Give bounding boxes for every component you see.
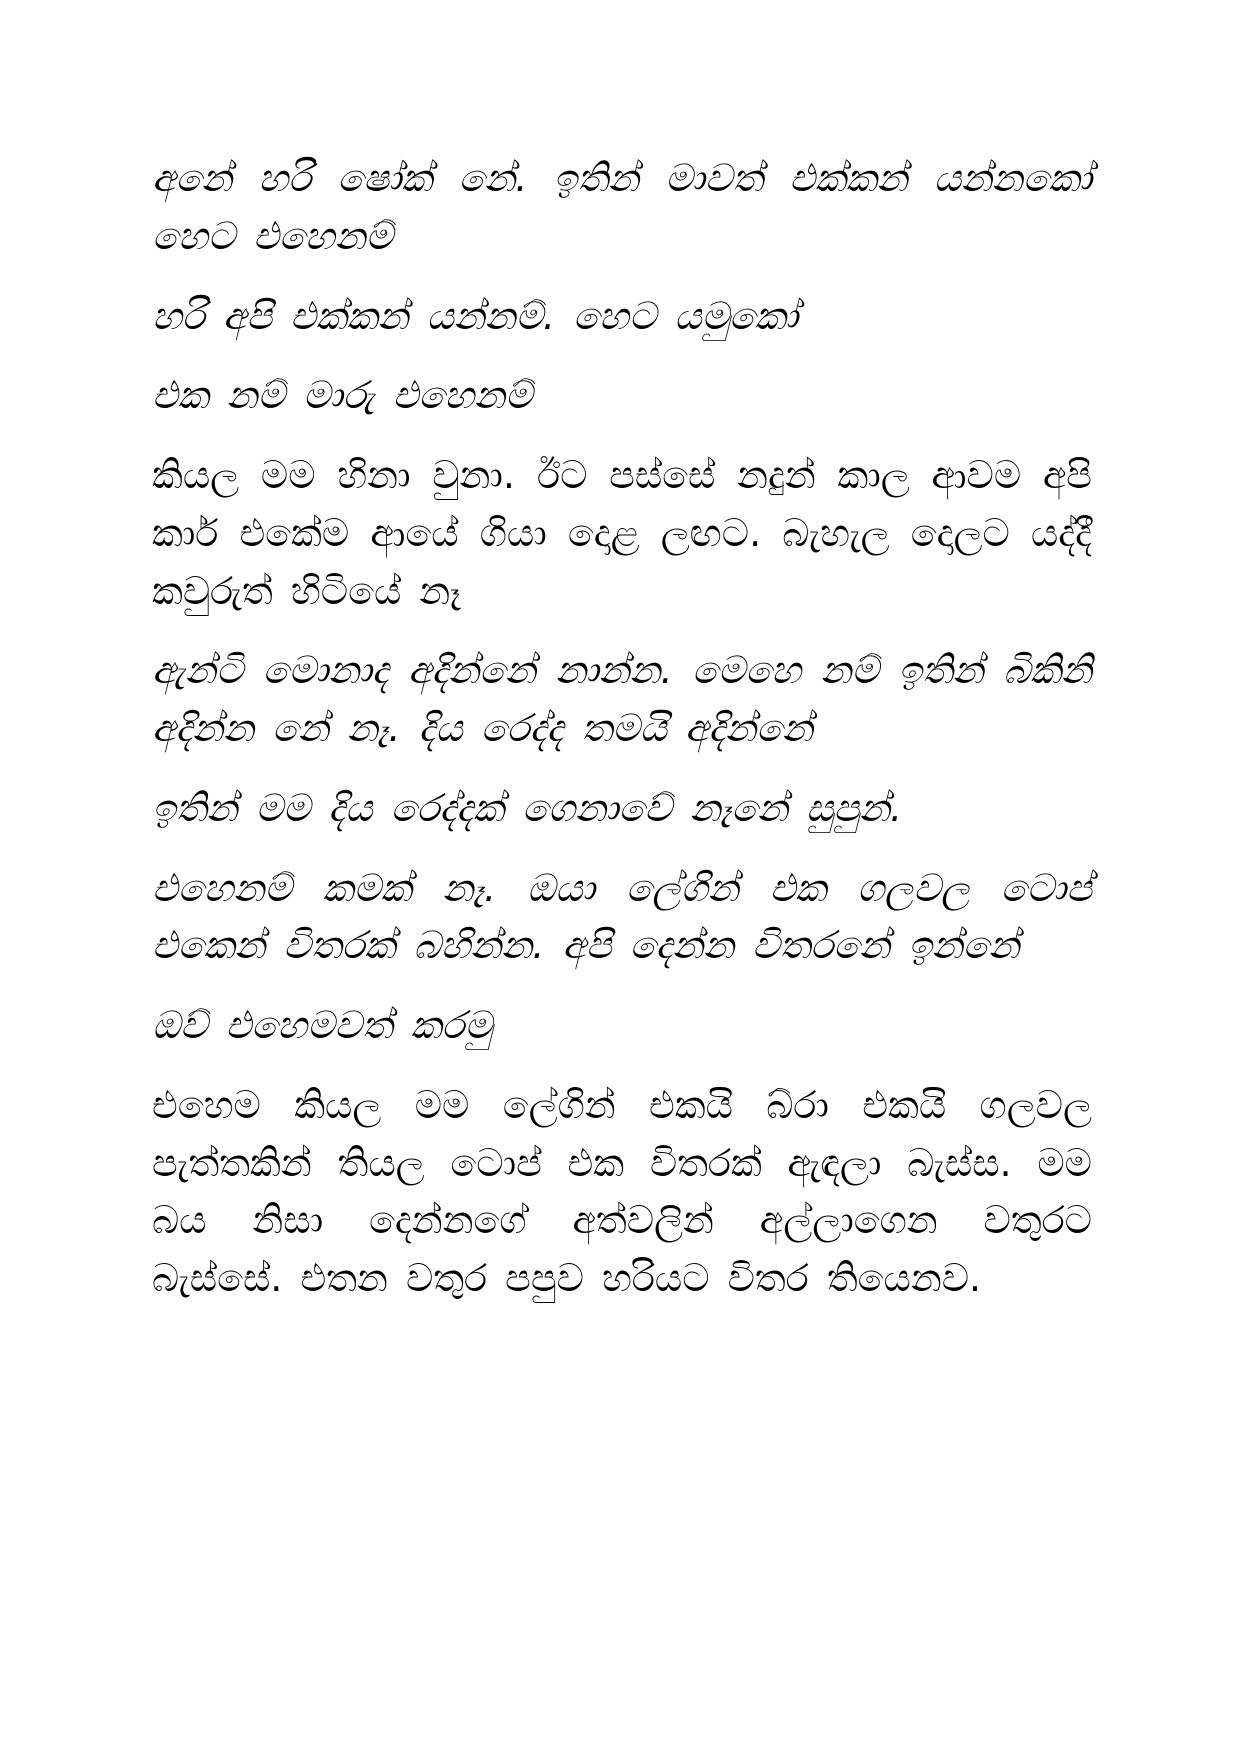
paragraph-6: ඉතින් මම දිය රෙද්දක් ගෙනාවේ නෑනේ සුපුන්. <box>152 785 903 830</box>
paragraph-2: හරි අපි එක්කන් යන්නම්. හෙට යමුකෝ <box>152 293 799 338</box>
paragraph-8: ඔව් එහෙමවත් කරමු <box>152 1003 492 1047</box>
paragraph-1: අනේ හරි ෂෝක් නේ. ඉතින් මාවත් එක්කන් යන්නකෝ හෙට එහෙනම් <box>152 156 1092 258</box>
document-page <box>152 150 1092 1330</box>
paragraph-3: එක නම් මාරු එහෙනම් <box>152 373 533 418</box>
paragraph-9: එහෙම කියල මම ලේගින් එකයි බ්රා එකයි ගලවල පැත්තකින් තියල ටොප් එක විතරක් ඇඳලා බැස්ස. මම බය නිසා දෙන්නගේ අත්වලින් අල්ලාගෙන වතුරට බැස්සේ. එතන වතුර පපුව හරියට විතර තියෙනව. <box>152 1082 1092 1300</box>
paragraph-7: එහෙනම් කමක් නෑ. ඔයා ලේගින් එක ගලවල ටොප් එකෙන් විතරක් බහින්න. අපි දෙන්න විතරනේ ඉන්නේ <box>152 865 1092 968</box>
paragraph-4: කියල මම හිනා වුනා. ඊට පස්සේ නදුන් කාල ආවම අපි කාර් එකේම ආයේ ගියා දොළ ලඟට. බැහැල දොලට යද්දී කවුරුත් හිටියේ නෑ <box>152 453 1092 613</box>
paragraph-5: ඇන්ටි මොනාද අදින්නේ නාන්න. මෙහෙ නම් ඉතින් බිකිනි අදින්න නේ නෑ. දිය රෙද්ද තමයි අදින්නේ <box>152 648 1092 750</box>
